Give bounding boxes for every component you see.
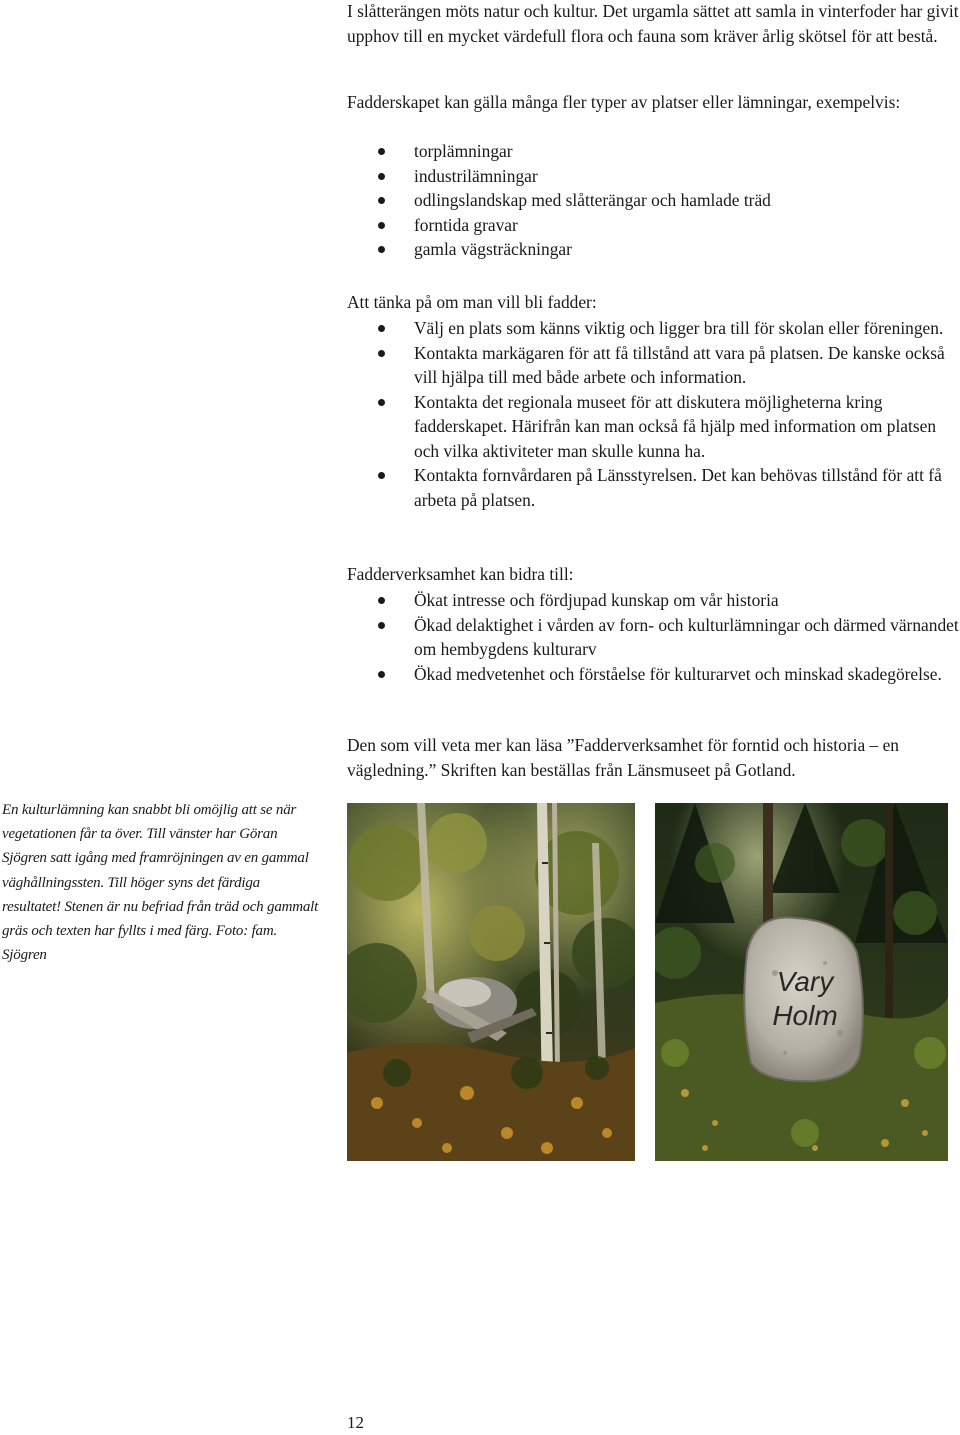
bullet-icon <box>378 350 385 357</box>
forest-photo-left <box>347 803 635 1161</box>
photo-overgrown-stone <box>347 803 635 1161</box>
bullet-icon <box>378 246 385 253</box>
bullet-icon <box>378 622 385 629</box>
list-item: forntida gravar <box>347 213 959 238</box>
list-item: Ökat intresse och fördjupad kunskap om vår historia <box>347 588 959 613</box>
more-info-paragraph: Den som vill veta mer kan läsa ”Fadderverksamhet för forntid och historia – en vägledning.” Skriften kan beställas från Länsmuseet på Gotland. <box>347 735 899 780</box>
bullet-icon <box>378 597 385 604</box>
photo-cleared-stone <box>655 803 948 1161</box>
bullet-icon <box>378 173 385 180</box>
bullet-icon <box>378 222 385 229</box>
list-item: gamla vägsträckningar <box>347 237 959 262</box>
bullet-icon <box>378 399 385 406</box>
fadder-tips-list <box>347 316 959 512</box>
list-item: Kontakta det regionala museet för att diskutera möjligheterna kring fadderskapet. Härifrån kan man också få hjälp med information om platsen och vilka aktiviteter man skulle kunna ha. <box>347 390 959 464</box>
photo-caption: En kulturlämning kan snabbt bli omöjlig att se när vegetationen får ta över. Till vänster har Göran Sjögren satt igång med framröjningen av en gammal väghållningssten. Till höger syns det färdiga resultatet! Stenen är nu befriad från träd och gammalt gräs och texten har fyllts i med färg. Foto: fam. Sjögren <box>2 802 319 964</box>
fadderskap-list <box>347 139 959 262</box>
list-item: torplämningar <box>347 139 959 164</box>
bullet-icon <box>378 325 385 332</box>
list-item: Välj en plats som känns viktig och ligger bra till för skolan eller föreningen. <box>347 316 959 341</box>
list-item: Kontakta fornvårdaren på Länsstyrelsen. Det kan behövas tillstånd för att få arbeta på platsen. <box>347 463 959 512</box>
page-number: 12 <box>347 1413 364 1432</box>
list-item: industrilämningar <box>347 164 959 189</box>
list-item: Ökad delaktighet i vården av forn- och kulturlämningar och därmed värnandet om hembygdens kulturarv <box>347 613 959 662</box>
stone-inscription-line1: Vary <box>776 966 834 997</box>
fadder-tips-heading: Att tänka på om man vill bli fadder: <box>347 292 597 312</box>
bullet-icon <box>378 472 385 479</box>
list-item: Ökad medvetenhet och förståelse för kulturarvet och minskad skadegörelse. <box>347 662 959 687</box>
bullet-icon <box>378 197 385 204</box>
bullet-icon <box>378 671 385 678</box>
benefits-heading: Fadderverksamhet kan bidra till: <box>347 564 574 584</box>
list-item: odlingslandskap med slåtterängar och hamlade träd <box>347 188 959 213</box>
bullet-icon <box>378 148 385 155</box>
intro-paragraph: I slåtterängen möts natur och kultur. Det urgamla sättet att samla in vinterfoder har givit upphov till en mycket värdefull flora och fauna som kräver årlig skötsel för att bestå. <box>347 1 959 46</box>
list-item: Kontakta markägaren för att få tillstånd att vara på platsen. De kanske också vill hjälpa till med både arbete och information. <box>347 341 959 390</box>
stone-inscription-line2: Holm <box>772 1000 838 1031</box>
benefits-list <box>347 588 959 686</box>
fadderskap-intro: Fadderskapet kan gälla många fler typer av platser eller lämningar, exempelvis: <box>347 92 901 112</box>
forest-photo-right <box>655 803 948 1161</box>
